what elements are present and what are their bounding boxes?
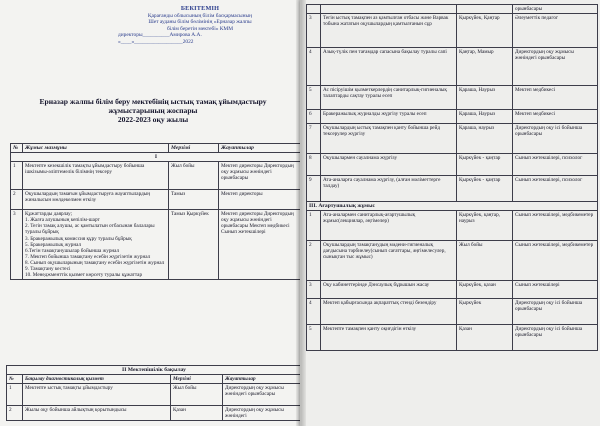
row-term: Қараша, наурыз	[457, 124, 513, 154]
row-resp: Директордың оқу жұмысы жөніндегі орынбасары	[513, 48, 598, 86]
doc-item: 1. Жалға алушының кепілім-шарт	[25, 217, 100, 224]
row-no: 4	[307, 48, 321, 86]
row-no: 1	[307, 211, 321, 241]
section-row	[7, 366, 302, 375]
table-row	[11, 190, 302, 210]
table-row	[307, 325, 598, 351]
row-content: Мектепте тамақпен қанту оқиғдігін өткізу	[321, 325, 457, 351]
row-term	[457, 5, 513, 14]
row-content: Мектепте кезекшілік тамақты ұйымдастыру бойынша ішкізымы-әліптемелік білімнің тексеру	[23, 162, 169, 190]
row-no: 6	[307, 110, 321, 124]
row-term: Тамыз Қыркүйек	[169, 210, 219, 280]
row-resp: Мектеп медбикесі	[513, 110, 598, 124]
header-resp: Жауаптылар	[219, 144, 302, 153]
section-title: I	[11, 153, 302, 162]
header-content: Жұмыс мазмұны	[23, 144, 169, 153]
table-row	[7, 406, 302, 421]
plan-table-continued	[306, 4, 598, 351]
row-term: Қазан	[171, 406, 223, 421]
row-term: Қыркүйек, қазан	[457, 281, 513, 299]
row-term: Қыркүйек	[457, 299, 513, 325]
row-term: Қазан	[457, 325, 513, 351]
row-term: Қаңтар, Мамыр	[457, 48, 513, 86]
doc-item: 9. Тамақтану кестесі	[25, 266, 71, 273]
row-content: Мектеп қабырғасында ақпараттық стенді безендіру	[321, 299, 457, 325]
title-line: жұмыстарының жоспары	[108, 105, 198, 115]
row-content: Бракеражылық журналды жүргізу туралы есеп	[321, 110, 457, 124]
row-content: Ата-аналарға сауалнама жүргізу, (алған мәліметтерге талдау)	[321, 176, 457, 202]
approval-date: «____»__________________2022	[118, 38, 194, 45]
title-year: 2022-2023 оқу жылы	[117, 114, 189, 124]
doc-item: 5. Бракеражылық журнал	[25, 241, 82, 248]
page-title	[8, 98, 298, 124]
plan-table	[10, 143, 302, 280]
approval-line: білім беретін мектебі» КММ	[167, 25, 233, 32]
row-term: Жыл бойы	[169, 162, 219, 190]
row-resp: Директордың оқу ісі бойынша орынбасары	[513, 124, 598, 154]
row-content: Азық-түлік пен тағамдар сапасына бақылау туралы сапі	[321, 48, 457, 86]
row-content: Жылы оқу бойынша айлықтың қорытындысы	[23, 406, 171, 421]
header-content: Бақылау диагностикалық қызмет	[23, 375, 171, 384]
row-term: Қыркүйек, қаңтар, наурыз	[457, 211, 513, 241]
row-resp: Сынып жетекшілері	[513, 281, 598, 299]
title-line: Ерназар жалпы білім беру мектебінің ыстық тамақ ұйымдастыру	[39, 97, 267, 106]
table-header-row	[7, 375, 302, 384]
row-no: 3	[11, 210, 23, 280]
doc-item: 10. Менеджменттік қызмет көрсету туралы құжаттар	[25, 272, 143, 279]
row-resp: Директордың оқу жұмысы жөніндегі	[223, 406, 302, 421]
header-term: Мерзімі	[169, 144, 219, 153]
section-row	[11, 153, 302, 162]
table-row	[307, 86, 598, 110]
row-no: 4	[307, 299, 321, 325]
table-row	[307, 211, 598, 241]
table-row	[11, 210, 302, 280]
right-page	[300, 0, 600, 426]
header-resp: Жауаптылар	[223, 375, 302, 384]
page-fold-shadow	[296, 0, 306, 426]
row-content: Оқушылардың ыстық тамақпен қанту бойынша рейд тексерулер жүргізу	[321, 124, 457, 154]
row-resp: Директордың оқу ісі бойынша орынбасары	[513, 299, 598, 325]
row-resp: Сынып жетекшілері, медбикеметер	[513, 211, 598, 241]
row-content: Оқу кабинеттерінде Дэнсаулық бұрышын жасау	[321, 281, 457, 299]
table-row	[307, 124, 598, 154]
table-row	[307, 14, 598, 48]
row-content	[321, 5, 457, 14]
row-no	[307, 5, 321, 14]
table-row	[307, 241, 598, 281]
row-no: 9	[307, 176, 321, 202]
row-resp: Әлеуметтік педагог	[513, 14, 598, 48]
table-row	[307, 110, 598, 124]
row-resp: Мектеп директоры	[219, 190, 302, 210]
row-content: Мектепте ыстық тамақты ұйымдастыру	[23, 384, 171, 406]
table-row	[307, 154, 598, 176]
row-resp: Сынып жетекшілері, психолог	[513, 176, 598, 202]
row-no: 2	[7, 406, 23, 421]
row-resp: Сынып жетекшілері, психолог	[513, 154, 598, 176]
row-content: Тегін ыстық тамақпен аз қамтылған отбасы және Варвак тобына жататын оқушылардың қамтылғанын сұр	[321, 14, 457, 48]
row-no: 3	[307, 281, 321, 299]
row-resp: Мектеп директоры Директордың оқу жұмысы жөніндегі орынбасары Мектеп медбикесі Сынып жетекшілері	[219, 210, 302, 280]
doc-item: Құжаттарды даярлау;	[25, 211, 73, 218]
row-content: Ата-аналармен санитарлық-ағартушылық жұмыс(лекциялар, әңгімелер)	[321, 211, 457, 241]
row-term: Қыркүйек, Қаңтар	[457, 14, 513, 48]
section-title: III. Ағартушылық жұмыс	[307, 202, 598, 211]
row-resp: Директордың оқу жұмысы жөніндегі орынбасары	[223, 384, 302, 406]
table-row	[7, 384, 302, 406]
row-no: 5	[307, 86, 321, 110]
doc-item: 6.Тегін тамақтанушылар бойынша журнал	[25, 247, 120, 254]
table-row	[307, 299, 598, 325]
doc-item: 3. Бракеражылық комиссия құру туралы бұйрық	[25, 235, 132, 242]
row-content: Ас пісіруiшiм қызметкерлердің санитарлық-гигиеналық талаптарды сақтау туралы есеп	[321, 86, 457, 110]
row-no: 1	[7, 384, 23, 406]
table-row	[307, 176, 598, 202]
approval-header: БЕКІТЕМІН	[180, 5, 220, 12]
control-table	[6, 365, 302, 421]
table-row	[307, 281, 598, 299]
row-no: 8	[307, 154, 321, 176]
row-term: Қараша, Наурыз	[457, 110, 513, 124]
row-no: 3	[307, 14, 321, 48]
header-no: №	[7, 375, 23, 384]
row-content	[23, 210, 169, 280]
doc-item: 7. Мектеп бойынша тамақтану есебін жүргізетін журнал	[25, 253, 151, 260]
section-title: II Мектепішілік бақылау	[7, 366, 302, 375]
table-row	[11, 162, 302, 190]
row-no: 5	[307, 325, 321, 351]
approval-line: Шет ауданы білім бөлімінің «Ерназар жалпы	[148, 19, 252, 26]
approval-block	[112, 6, 288, 46]
approval-signature: директоры__________Амирова А.А.	[118, 32, 202, 39]
row-term: Қыркүйек - қаңтар	[457, 154, 513, 176]
row-term: Қыркүйек - қаңтар	[457, 176, 513, 202]
row-no: 2	[11, 190, 23, 210]
approval-line: Қарағанды облысының білім басқармасының	[147, 12, 253, 19]
row-resp: Мектеп директоры Директордың оқу жұмысы жөніндегі орынбасары	[219, 162, 302, 190]
row-resp: Сынып жетекшілері, медбикеметер	[513, 241, 598, 281]
row-no: 2	[307, 241, 321, 281]
row-content: Оқушылардың тамақтанудың мәдени-гигиеналық дағдысына тәрбиелеу(сынып сағаттары, әңгімелесулер, сынықтан тыс жұмыс)	[321, 241, 457, 281]
row-term: Қараша, Наурыз	[457, 86, 513, 110]
row-content: Оқушылардың тамағын ұйымдастыруға жауаптылардың жиналысын мөлдекелмен өткізу	[23, 190, 169, 210]
table-row	[307, 5, 598, 14]
header-no: №	[11, 144, 23, 153]
doc-item: 2. Тегін тамақ алушы, ас қамтылатын отбасынан балалары туралы бұйрық	[25, 223, 155, 236]
doc-item: 8. Сынып оқушыларының тамақтану есебін жүргізетін журнал	[25, 259, 165, 266]
row-resp: Директордың оқу ісі бойынша орынбасары	[513, 325, 598, 351]
header-term: Мерзімі	[171, 375, 223, 384]
row-no: 1	[11, 162, 23, 190]
row-resp: Мектеп медбикесі	[513, 86, 598, 110]
row-term: Жыл бойы	[171, 384, 223, 406]
table-header-row	[11, 144, 302, 153]
row-no: 7	[307, 124, 321, 154]
row-content: Оқушылармен сауалнама жүргізу	[321, 154, 457, 176]
row-term: Жыл бойы	[457, 241, 513, 281]
row-resp: орынбасары	[513, 5, 598, 14]
table-row	[307, 48, 598, 86]
section-row	[307, 202, 598, 211]
row-term: Тамыз	[169, 190, 219, 210]
